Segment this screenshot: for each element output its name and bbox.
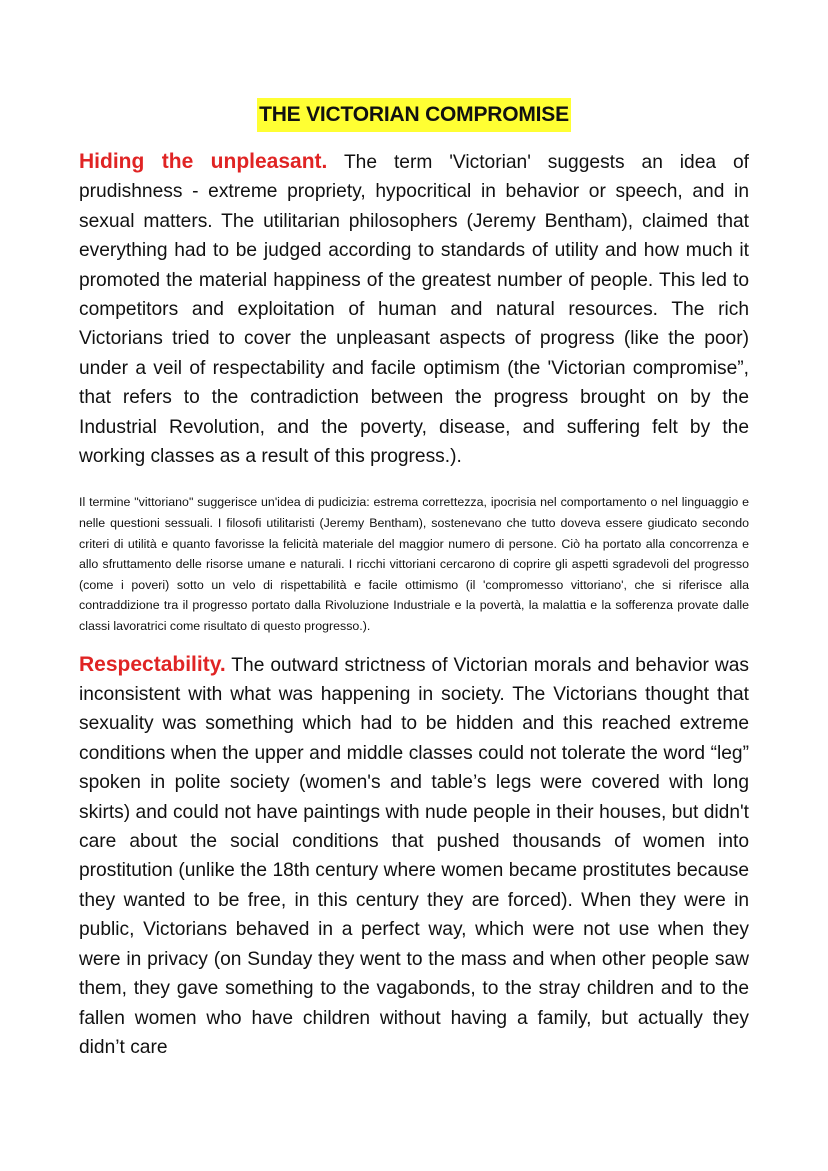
document-title: THE VICTORIAN COMPROMISE [257,98,571,132]
document-page [79,98,749,1062]
italian-translation: Il termine "vittoriano" suggerisce un'idea di pudicizia: estrema correttezza, ipocrisia nel comportamento o nel linguaggio e nelle questioni sessuali. I filosofi utilitaristi (Jeremy Bentham), sostenevano che tutto doveva essere giudicato secondo criteri di utilità e quanto favorisse la felicità materiale del maggior numero di persone. Ciò ha portato alla concorrenza e allo sfruttamento delle risorse umane e naturali. I ricchi vittoriani cercarono di coprire gli aspetti sgradevoli del progresso (come i poveri) sotto un velo di rispettabilità e facile ottimismo (il 'compromesso vittoriano', che si riferisce alla contraddizione tra il progresso portato dalla Rivoluzione Industriale e la povertà, la malattia e la sofferenza provate dalle classi lavoratrici come risultato di questo progresso.). [79,495,749,634]
section-respectability [79,650,749,1063]
section-hiding-unpleasant [79,147,749,471]
section-text-hiding: The term 'Victorian' suggests an idea of prudishness - extreme propriety, hypocritical in behavior or speech, and in sexual matters. The utilitarian philosophers (Jeremy Bentham), claimed that everything had to be judged according to standards of utility and how much it promoted the material happiness of the greatest number of people. This led to competitors and exploitation of human and natural resources. The rich Victorians tried to cover the unpleasant aspects of progress (like the poor) under a veil of respectability and facile optimism (the 'Victorian compromise”, that refers to the contradiction between the progress brought on by the Industrial Revolution, and the poverty, disease, and suffering felt by the working classes as a result of this progress.). [79,152,749,468]
section-heading-hiding: Hiding the unpleasant. [79,150,328,173]
section-text-respectability: The outward strictness of Victorian morals and behavior was inconsistent with what was happening in society. The Victorians thought that sexuality was something which had to be hidden and this reached extreme conditions when the upper and middle classes could not tolerate the word “leg” spoken in polite society (women's and table’s legs were covered with long skirts) and could not have paintings with nude people in their houses, but didn't care about the social conditions that pushed thousands of women into prostitution (unlike the 18th century where women became prostitutes because they wanted to be free, in this century they are forced). When they were in public, Victorians behaved in a perfect way, which were not use when they were in privacy (on Sunday they went to the mass and when other people saw them, they gave something to the vagabonds, to the stray children and to the fallen women who have children without having a family, but actually they didn’t care [79,654,749,1058]
section-heading-respectability: Respectability. [79,652,226,676]
title-wrapper [79,98,749,132]
